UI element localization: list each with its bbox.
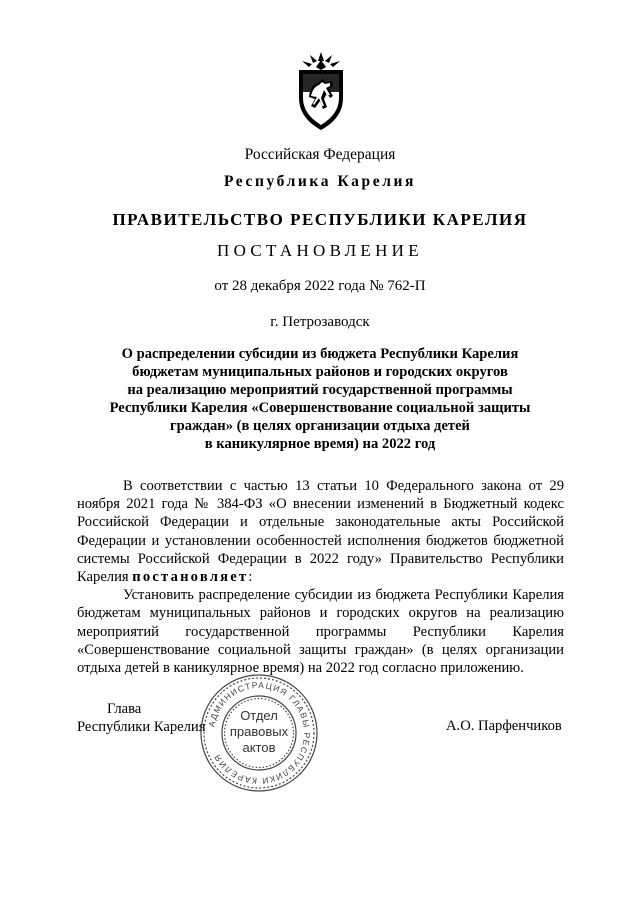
stamp-line: правовых [229,724,289,739]
document-body [77,477,564,677]
document-date-number: от 28 декабря 2022 года № 762-П [214,278,426,294]
document-type: ПОСТАНОВЛЕНИЕ [217,241,423,260]
position-line: Республики Карелия [77,719,206,736]
position-line: Глава [107,701,142,717]
paragraph-text: В соответствии с частью 13 статьи 10 Федерального закона от 29 ноября 2021 года № 384-ФЗ «О внесении изменений в Бюджетный кодекс Российской Федерации и отдельные законодательные акты Российской Федерации и установлении особенностей исполнения бюджетов бюджетной системы Российской Федерации в 2022 году» Правительство Республики Карелия [77,478,564,586]
government-name: ПРАВИТЕЛЬСТВО РЕСПУБЛИКИ КАРЕЛИЯ [112,210,528,229]
title-line: на реализацию мероприятий государственной программы [127,382,513,398]
country-name: Российская Федерация [244,146,396,163]
signatory-name: А.О. Парфенчиков [446,718,562,734]
republic-name: Республика Карелия [223,173,417,190]
stamp-ring-text: АДМИНИСТРАЦИЯ ГЛАВЫ РЕСПУБЛИКИ КАРЕЛИЯ [206,679,313,787]
official-seal-icon [198,672,320,794]
signatory-position [77,700,205,736]
title-line: О распределении субсидии из бюджета Республики Карелия [121,346,519,362]
title-line: бюджетам муниципальных районов и городских округов [132,364,508,380]
body-paragraph [77,477,564,586]
resolves-keyword: постановляет [132,569,249,586]
document-city: г. Петрозаводск [270,314,370,330]
title-line: Республики Карелия «Совершенствование социальной защиты [109,400,531,416]
karelia-coat-of-arms-icon [296,52,346,132]
title-line: граждан» (в целях организации отдыха детей [170,418,470,434]
stamp-line: Отдел [240,708,278,723]
paragraph-end: : [248,569,253,586]
document-title [90,345,550,453]
body-paragraph: Установить распределение субсидии из бюджета Республики Карелия бюджетам муниципальных районов и городских округов на реализацию мероприятий государственной программы Республики Карелия «Совершенствование социальной защиты граждан» (в целях организации отдыха детей в каникулярное время) на 2022 год согласно приложению. [77,587,564,677]
title-line: в каникулярное время) на 2022 год [204,436,436,452]
stamp-line: актов [242,740,276,755]
